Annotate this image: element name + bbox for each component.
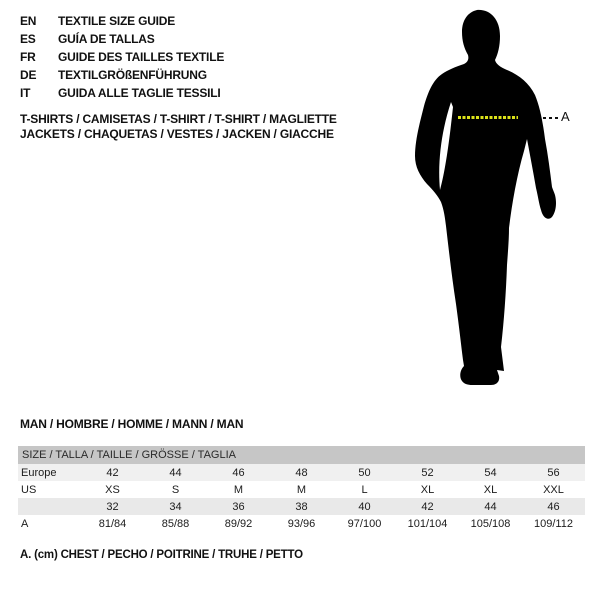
table-row-europe	[18, 464, 585, 481]
size-cell: 81/84	[98, 517, 127, 530]
row-label: US	[21, 483, 37, 496]
language-row	[20, 66, 224, 84]
row-label: Europe	[21, 466, 57, 479]
size-cell: 42	[106, 466, 119, 479]
category-tshirts: T-SHIRTS / CAMISETAS / T-SHIRT / T-SHIRT / MAGLIETTE	[20, 112, 337, 126]
language-label: GUÍA DE TALLAS	[58, 32, 155, 46]
size-cell: 85/88	[161, 517, 190, 530]
language-row	[20, 84, 224, 102]
measure-leader-dash-line	[543, 117, 560, 119]
size-cell: 38	[295, 500, 308, 513]
size-cell: XL	[483, 483, 498, 496]
size-cell: 32	[106, 500, 119, 513]
language-label: GUIDA ALLE TAGLIE TESSILI	[58, 86, 221, 100]
category-list	[20, 112, 337, 142]
size-cell: 56	[547, 466, 560, 479]
row-label	[18, 498, 81, 515]
language-row	[20, 12, 224, 30]
size-cell: S	[171, 483, 180, 496]
size-cell: 46	[547, 500, 560, 513]
size-cell: L	[361, 483, 368, 496]
size-cell: 101/104	[407, 517, 448, 530]
language-label: TEXTILE SIZE GUIDE	[58, 14, 176, 28]
size-cell: 93/96	[287, 517, 316, 530]
language-row	[20, 48, 224, 66]
table-row-us	[18, 481, 585, 498]
measurement-label-a: A	[561, 109, 570, 124]
language-row	[20, 30, 224, 48]
language-code: DE	[20, 68, 37, 82]
size-cell: 42	[421, 500, 434, 513]
size-cell: 40	[358, 500, 371, 513]
size-cell: XL	[420, 483, 435, 496]
language-code: IT	[20, 86, 31, 100]
size-cell: 109/112	[534, 517, 573, 530]
size-cell: M	[233, 483, 244, 496]
measurement-footnote: A. (cm) CHEST / PECHO / POITRINE / TRUHE / PETTO	[20, 549, 303, 561]
size-cell: 36	[232, 500, 245, 513]
language-code: FR	[20, 50, 36, 64]
size-cell: 44	[169, 466, 182, 479]
language-label: TEXTILGRÖßENFÜHRUNG	[58, 68, 207, 82]
man-silhouette	[412, 4, 572, 396]
gender-heading: MAN / HOMBRE / HOMME / MANN / MAN	[20, 417, 244, 431]
size-cell: 52	[421, 466, 434, 479]
language-list	[20, 12, 224, 102]
size-cell: 50	[358, 466, 371, 479]
category-jackets: JACKETS / CHAQUETAS / VESTES / JACKEN / GIACCHE	[20, 127, 334, 141]
row-label: A	[21, 517, 29, 530]
size-cell: M	[296, 483, 307, 496]
chest-measure-dash-line	[458, 116, 518, 119]
size-cell: 105/108	[470, 517, 511, 530]
table-row-numeric	[18, 498, 585, 515]
table-row-chest	[18, 515, 585, 532]
language-code: EN	[20, 14, 37, 28]
size-cell: 44	[484, 500, 497, 513]
size-cell: 48	[295, 466, 308, 479]
size-cell: 97/100	[347, 517, 382, 530]
size-cell: 46	[232, 466, 245, 479]
size-cell: XXL	[543, 483, 564, 496]
language-label: GUIDE DES TAILLES TEXTILE	[58, 50, 225, 64]
size-table-header-row	[18, 446, 585, 464]
size-table-header: SIZE / TALLA / TAILLE / GRÖSSE / TAGLIA	[18, 446, 585, 464]
size-cell: XS	[105, 483, 120, 496]
language-code: ES	[20, 32, 36, 46]
size-cell: 89/92	[224, 517, 253, 530]
size-cell: 34	[169, 500, 182, 513]
size-cell: 54	[484, 466, 497, 479]
size-table	[18, 446, 585, 532]
